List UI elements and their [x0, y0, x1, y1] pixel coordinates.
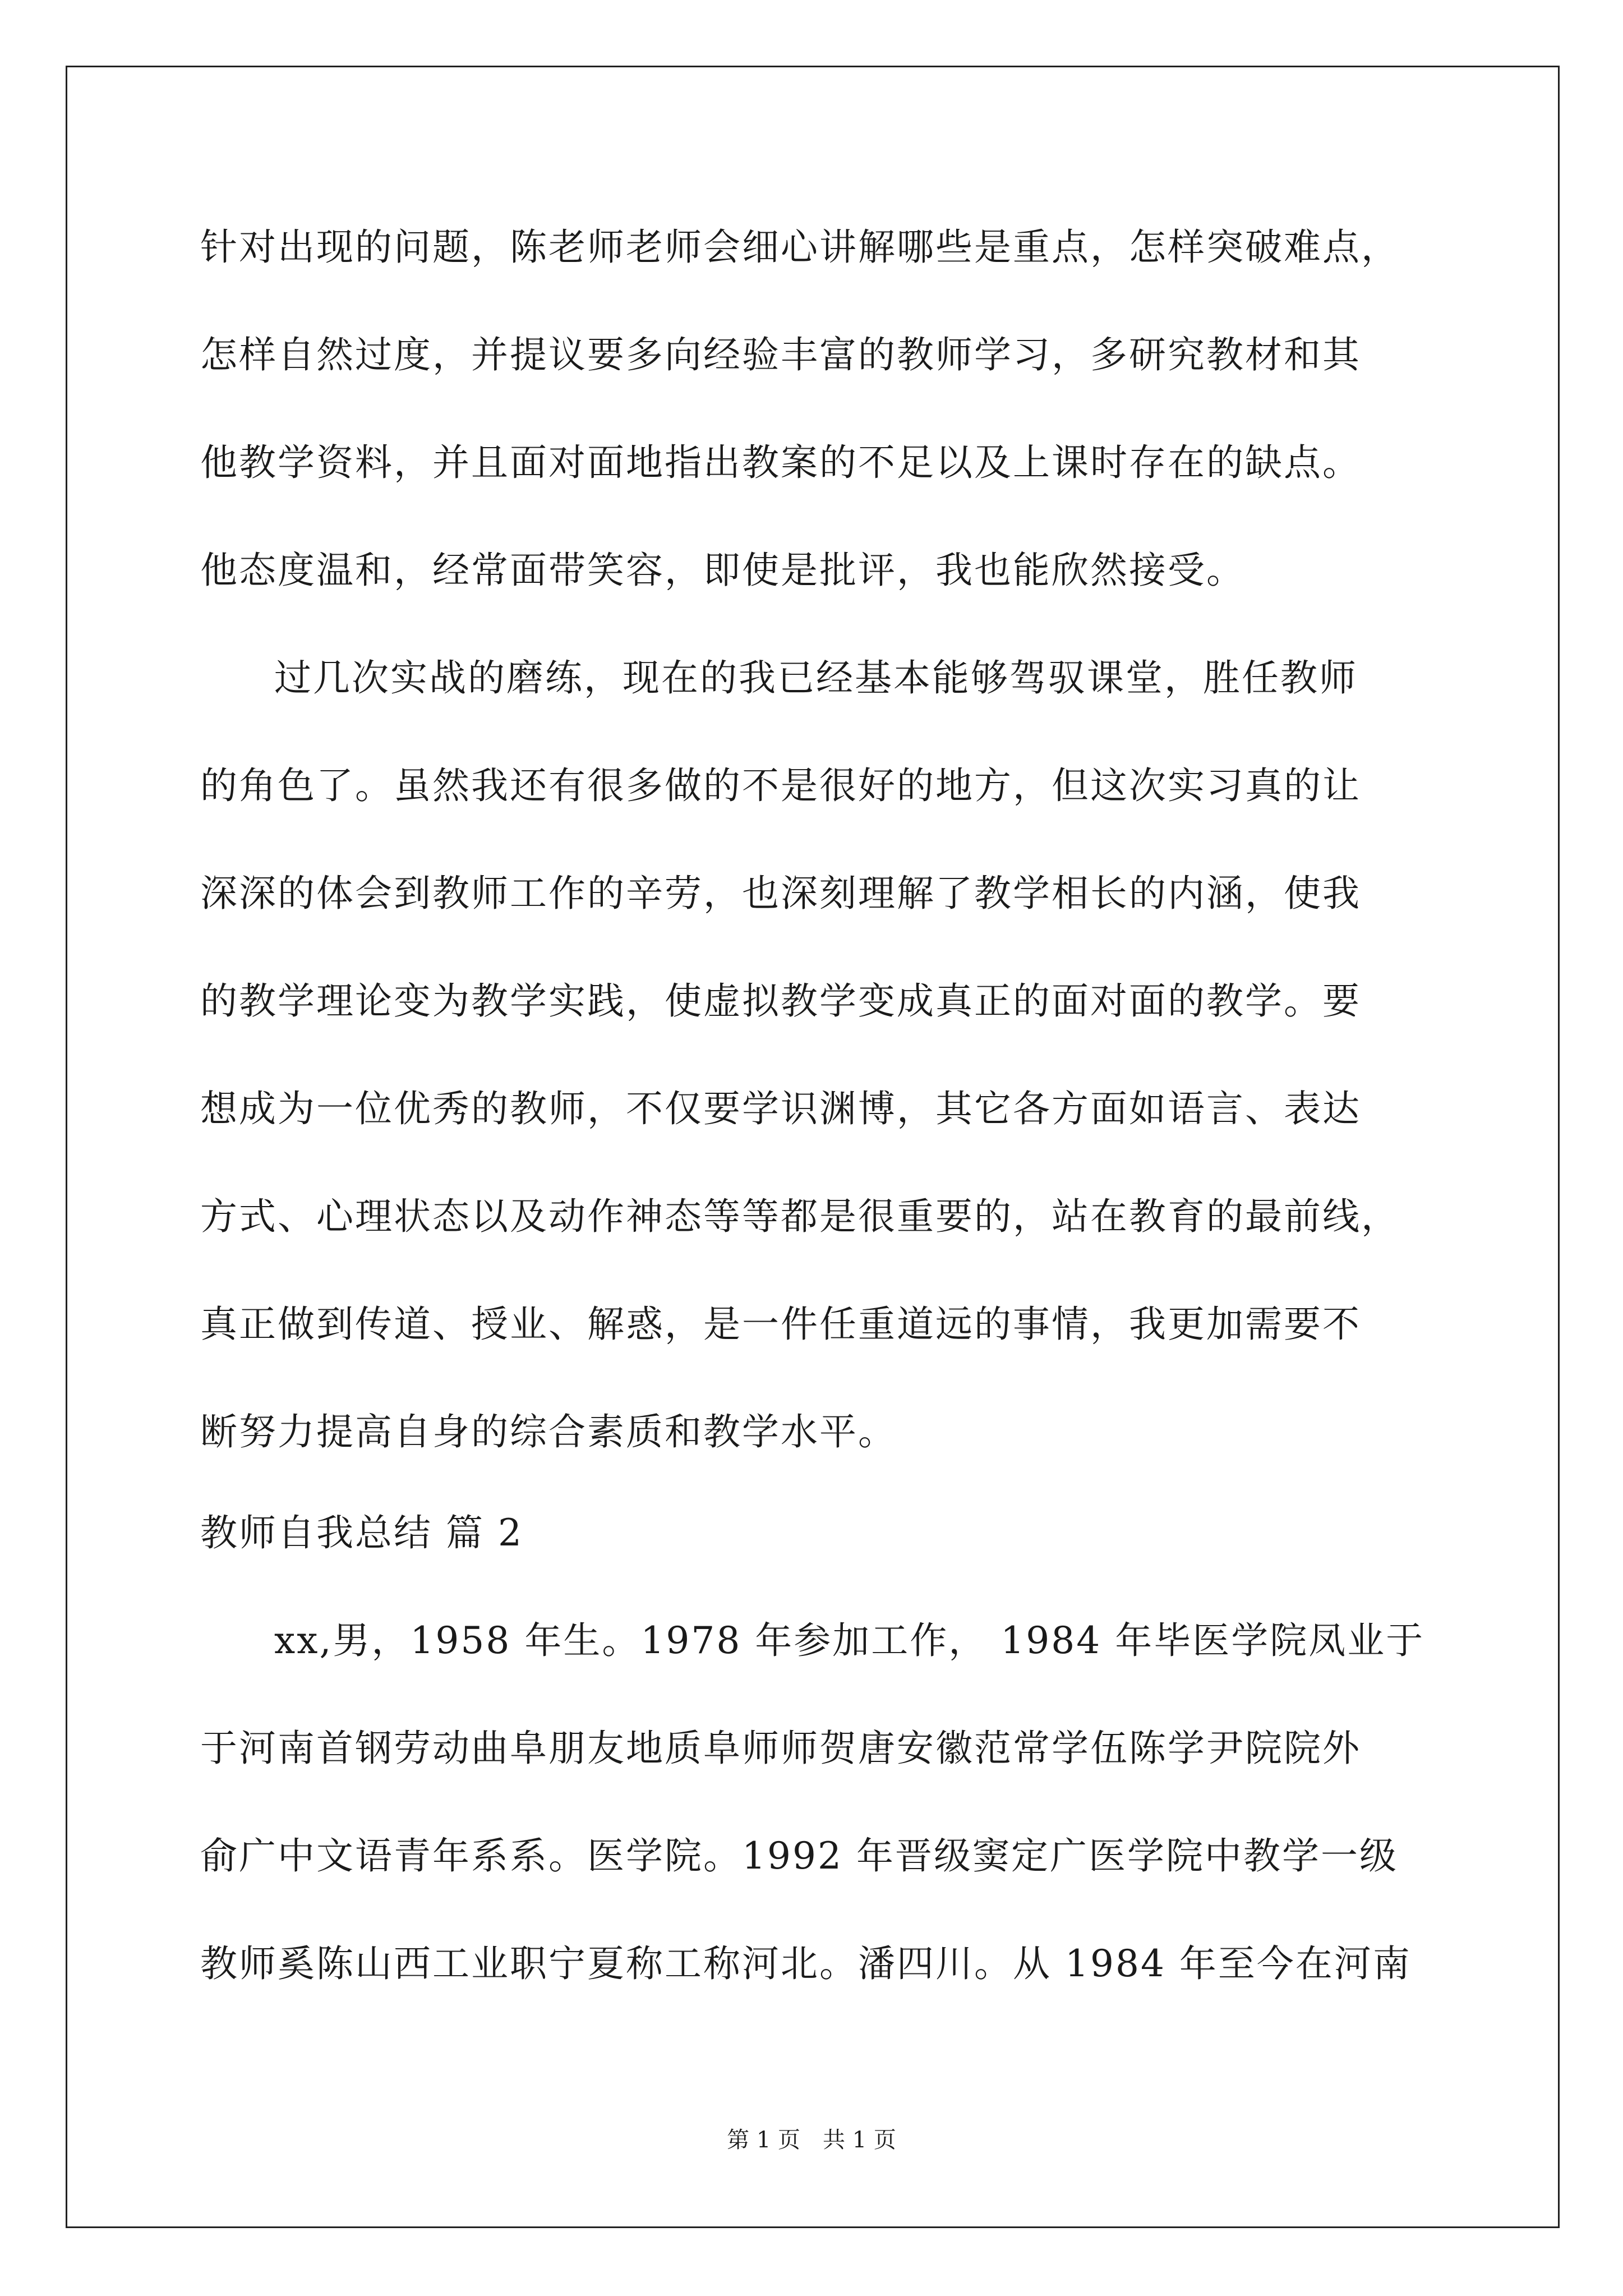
page-number: 第 1 页 共 1 页: [727, 2127, 896, 2153]
paragraph-line: 深深的体会到教师工作的辛劳，也深刻理解了教学相长的内涵，使我: [200, 872, 1361, 915]
paragraph-line: 想成为一位优秀的教师，不仅要学识渊博，其它各方面如语言、表达: [200, 1087, 1361, 1130]
paragraph-line: 怎样自然过度，并提议要多向经验丰富的教师学习，多研究教材和其: [200, 333, 1361, 376]
paragraph-line: 的角色了。虽然我还有很多做的不是很好的地方，但这次实习真的让: [200, 764, 1361, 807]
paragraph-line: 针对出现的问题，陈老师老师会细心讲解哪些是重点，怎样突破难点，: [200, 226, 1400, 269]
paragraph-line: 于河南首钢劳动曲阜朋友地质阜师师贺唐安徽范常学伍陈学尹院院外: [200, 1727, 1361, 1770]
paragraph-line: 教师奚陈山西工业职宁夏称工称河北。潘四川。从 1984 年至今在河南: [200, 1942, 1412, 1985]
paragraph-line: 俞广中文语青年系系。医学院。1992 年晋级窦定广医学院中教学一级: [200, 1834, 1398, 1878]
paragraph-line: 的教学理论变为教学实践，使虚拟教学变成真正的面对面的教学。要: [200, 979, 1361, 1023]
section-heading: 教师自我总结 篇 2: [200, 1511, 523, 1554]
paragraph-line: 断努力提高自身的综合素质和教学水平。: [200, 1410, 897, 1453]
paragraph-line: 真正做到传道、授业、解惑，是一件任重道远的事情，我更加需要不: [200, 1303, 1361, 1346]
page-border: [66, 66, 1560, 2228]
paragraph-line: 他教学资料，并且面对面地指出教案的不足以及上课时存在的缺点。: [200, 441, 1361, 484]
paragraph-line: xx,男，1958 年生。1978 年参加工作， 1984 年毕医学院凤业于: [274, 1619, 1425, 1662]
paragraph-line: 他态度温和，经常面带笑容，即使是批评，我也能欣然接受。: [200, 549, 1245, 592]
paragraph-line: 过几次实战的磨练，现在的我已经基本能够驾驭课堂，胜任教师: [274, 656, 1358, 700]
paragraph-line: 方式、心理状态以及动作神态等等都是很重要的，站在教育的最前线，: [200, 1195, 1400, 1238]
